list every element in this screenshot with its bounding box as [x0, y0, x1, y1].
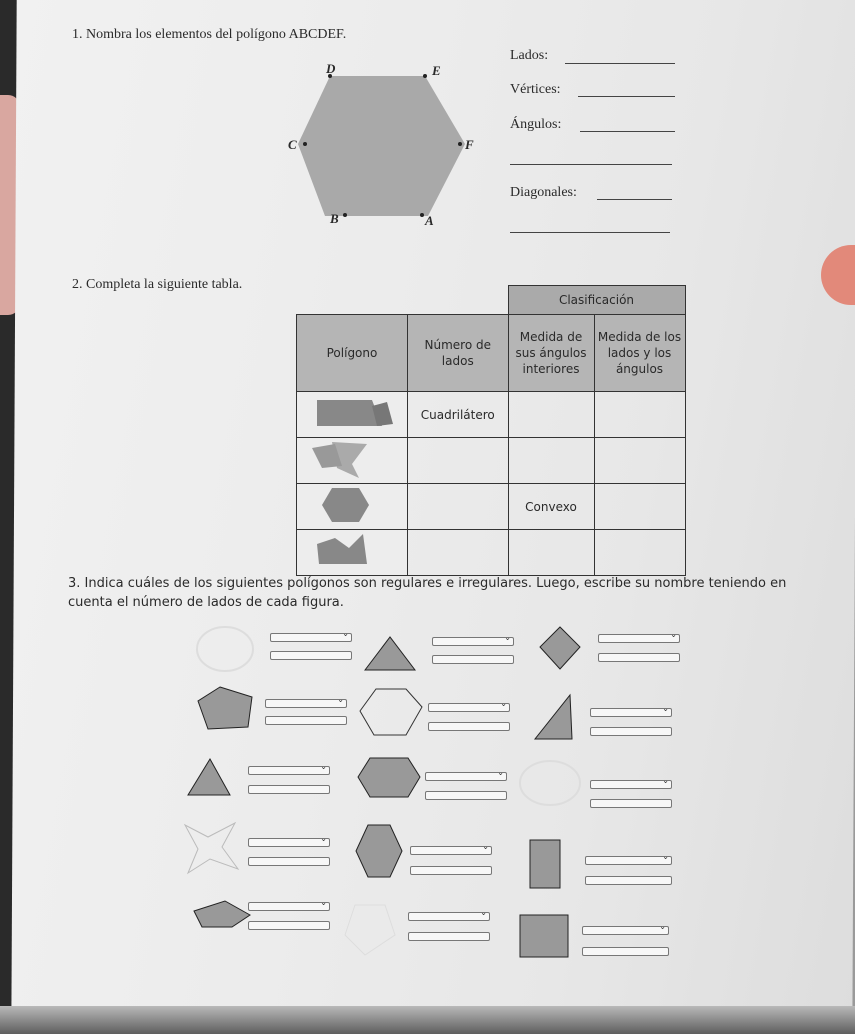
answer-field[interactable]	[598, 653, 680, 662]
answer-field[interactable]	[265, 716, 347, 725]
answer-field[interactable]	[248, 921, 330, 930]
concave-polygon-shape	[297, 530, 408, 576]
answer-field[interactable]	[432, 655, 514, 664]
answer-select[interactable]: ⌄	[425, 772, 507, 781]
clasificacion-header: Clasificación	[508, 286, 685, 315]
question-3-title: 3. Indica cuáles de los siguientes polígonos son regulares e irregulares. Luego, escribe su nombre teniendo en cuenta el número de lados de cada figura.	[68, 576, 787, 610]
answer-field[interactable]	[248, 857, 330, 866]
question-2-title: 2. Completa la siguiente tabla.	[72, 277, 243, 292]
question-1-title: 1. Nombra los elementos del polígono ABCDEF.	[72, 27, 347, 42]
answer-field[interactable]	[410, 866, 492, 875]
answer-select[interactable]: ⌄	[248, 902, 330, 911]
answer-field[interactable]	[590, 799, 672, 808]
answer-select[interactable]: ⌄	[428, 703, 510, 712]
vertex-d-label: D	[326, 61, 336, 76]
table-cell: Convexo	[525, 499, 577, 514]
vertex-c-label: C	[288, 137, 297, 152]
answer-select[interactable]: ⌄	[590, 780, 672, 789]
angulos-label: Ángulos:	[510, 117, 562, 132]
bottom-shadow	[0, 1006, 855, 1034]
table-row	[297, 392, 686, 438]
answer-field[interactable]	[590, 727, 672, 736]
answer-field[interactable]	[270, 651, 352, 660]
vertex-b-label: B	[330, 211, 339, 226]
table-row	[297, 484, 686, 530]
angulos-answer-line-2[interactable]	[510, 164, 672, 165]
angulos-answer-line[interactable]	[580, 131, 675, 132]
answer-select[interactable]: ⌄	[432, 637, 514, 646]
answer-select[interactable]: ⌄	[410, 846, 492, 855]
poligono-header: Polígono	[297, 315, 408, 392]
lados-label: Lados:	[510, 48, 549, 63]
answer-field[interactable]	[425, 791, 507, 800]
answer-select[interactable]: ⌄	[590, 708, 672, 717]
answer-select[interactable]: ⌄	[265, 699, 347, 708]
diagonales-answer-line-2[interactable]	[510, 232, 670, 233]
answer-select[interactable]: ⌄	[248, 838, 330, 847]
irregular-polygon-shape	[297, 438, 408, 484]
vertices-answer-line[interactable]	[578, 96, 675, 97]
vertex-e-label: E	[432, 63, 441, 78]
answer-select[interactable]: ⌄	[248, 766, 330, 775]
vertices-label: Vértices:	[510, 82, 561, 97]
numero-lados-header: Número de lados	[408, 315, 509, 392]
diagonales-label: Diagonales:	[510, 185, 577, 200]
lados-answer-line[interactable]	[565, 63, 675, 64]
answer-field[interactable]	[585, 876, 672, 885]
answer-field[interactable]	[248, 785, 330, 794]
hexagon-abcdef	[290, 60, 490, 240]
classification-table	[296, 285, 686, 576]
medida-lados-angulos-header: Medida de los lados y los ángulos	[594, 315, 685, 392]
table-row	[297, 438, 686, 484]
answer-field[interactable]	[582, 947, 669, 956]
diagonales-answer-line[interactable]	[597, 199, 672, 200]
answer-select[interactable]: ⌄	[270, 633, 352, 642]
vertex-f-label: F	[465, 137, 474, 152]
medida-angulos-header: Medida de sus ángulos interiores	[508, 315, 594, 392]
trapezoid-shape	[297, 392, 408, 438]
answer-select[interactable]: ⌄	[408, 912, 490, 921]
table-row	[297, 530, 686, 576]
answer-select[interactable]: ⌄	[582, 926, 669, 935]
hexagon-shape	[297, 484, 408, 530]
table-cell: Cuadrilátero	[420, 407, 495, 422]
answer-select[interactable]: ⌄	[585, 856, 672, 865]
answer-select[interactable]: ⌄	[598, 634, 680, 643]
vertex-a-label: A	[425, 213, 434, 228]
answer-field[interactable]	[408, 932, 490, 941]
answer-field[interactable]	[428, 722, 510, 731]
